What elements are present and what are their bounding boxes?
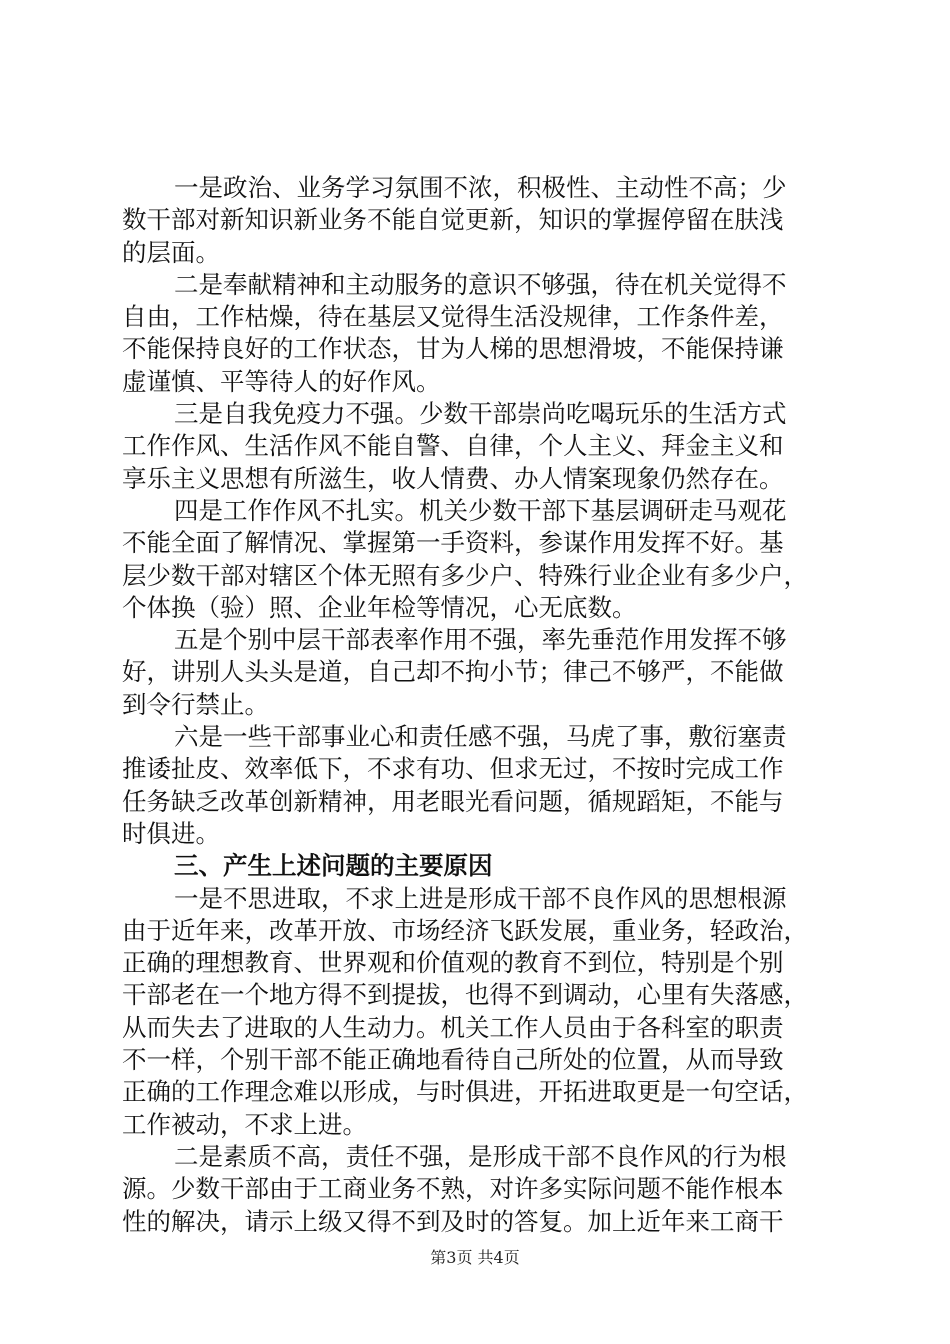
paragraph-line: 一是不思进取，不求上进是形成干部不良作风的思想根源	[174, 883, 787, 913]
paragraph-line: 由于近年来，改革开放、市场经济飞跃发展，重业务，轻政治，	[122, 915, 808, 945]
paragraph-line: 三是自我免疫力不强。少数干部崇尚吃喝玩乐的生活方式	[174, 399, 787, 429]
paragraph-line: 四是工作作风不扎实。机关少数干部下基层调研走马观花	[174, 495, 787, 525]
paragraph-line: 干部老在一个地方得不到提拔，也得不到调动，心里有失落感，	[122, 980, 808, 1010]
paragraph-line: 时俱进。	[122, 818, 220, 848]
paragraph-line: 个体换（验）照、企业年检等情况，心无底数。	[122, 592, 637, 622]
paragraph-line: 到令行禁止。	[122, 689, 269, 719]
paragraph-line: 工作作风、生活作风不能自警、自律，个人主义、拜金主义和	[122, 431, 784, 461]
paragraph-line: 二是奉献精神和主动服务的意识不够强，待在机关觉得不	[174, 269, 787, 299]
paragraph-line: 享乐主义思想有所滋生，收人情费、办人情案现象仍然存在。	[122, 463, 784, 493]
paragraph-line: 自由，工作枯燥，待在基层又觉得生活没规律，工作条件差，	[122, 302, 784, 332]
paragraph-line: 五是个别中层干部表率作用不强，率先垂范作用发挥不够	[174, 625, 787, 655]
paragraph-line: 不一样，个别干部不能正确地看待自己所处的位置，从而导致	[122, 1045, 784, 1075]
paragraph-line: 好，讲别人头头是道，自己却不拘小节；律己不够严，不能做	[122, 657, 784, 687]
paragraph-line: 虚谨慎、平等待人的好作风。	[122, 366, 441, 396]
paragraph-line: 六是一些干部事业心和责任感不强，马虎了事，敷衍塞责	[174, 722, 787, 752]
paragraph-line: 性的解决，请示上级又得不到及时的答复。加上近年来工商干	[122, 1206, 784, 1236]
paragraph-line: 正确的工作理念难以形成，与时俱进，开拓进取更是一句空话，	[122, 1077, 808, 1107]
paragraph-line: 推诿扯皮、效率低下，不求有功、但求无过，不按时完成工作	[122, 754, 784, 784]
paragraph-line: 正确的理想教育、世界观和价值观的教育不到位，特别是个别	[122, 948, 784, 978]
paragraph-line: 一是政治、业务学习氛围不浓，积极性、主动性不高；少	[174, 173, 787, 202]
paragraph-line: 的层面。	[122, 237, 220, 267]
paragraph-line: 数干部对新知识新业务不能自觉更新，知识的掌握停留在肤浅	[122, 205, 784, 235]
paragraph-line: 不能保持良好的工作状态，甘为人梯的思想滑坡，不能保持谦	[122, 334, 784, 364]
body-text	[122, 172, 832, 1238]
paragraph-line: 层少数干部对辖区个体无照有多少户、特殊行业企业有多少户，	[122, 560, 808, 590]
section-heading: 三、产生上述问题的主要原因	[174, 851, 493, 881]
paragraph-line: 不能全面了解情况、掌握第一手资料，参谋作用发挥不好。基	[122, 528, 784, 558]
paragraph-line: 源。少数干部由于工商业务不熟，对许多实际问题不能作根本	[122, 1174, 784, 1204]
paragraph-line: 二是素质不高，责任不强，是形成干部不良作风的行为根	[174, 1141, 787, 1171]
paragraph-line: 工作被动，不求上进。	[122, 1109, 367, 1139]
page-number-footer: 第3页 共4页	[430, 1248, 520, 1267]
paragraph-line: 从而失去了进取的人生动力。机关工作人员由于各科室的职责	[122, 1012, 784, 1042]
paragraph-line: 任务缺乏改革创新精神，用老眼光看问题，循规蹈矩，不能与	[122, 786, 784, 816]
